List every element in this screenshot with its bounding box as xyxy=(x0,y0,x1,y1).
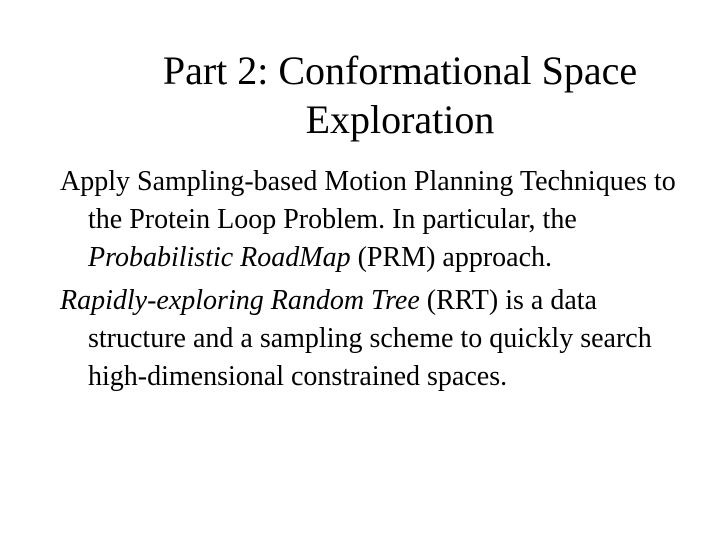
bullet-rrt-term: Rapidly-exploring Random Tree xyxy=(60,285,420,316)
slide-title-line-1: Part 2: Conformational Space xyxy=(162,48,638,93)
bullet-rrt-text: (RRT) is a data structure and a sampling scheme to quickly search high-dimensional constrained spaces. xyxy=(88,285,652,392)
slide-body xyxy=(60,163,700,396)
bullet-rrt xyxy=(60,282,700,396)
bullet-prm-text-1: Apply Sampling-based Motion Planning Techniques to the Protein Loop Problem. In particular, the xyxy=(60,166,676,235)
bullet-prm-text-2: (PRM) approach. xyxy=(350,242,553,273)
slide-title-line-2: Exploration xyxy=(305,97,495,142)
slide-title xyxy=(40,46,720,144)
bullet-prm-term: Probabilistic RoadMap xyxy=(88,242,351,273)
bullet-prm xyxy=(60,163,700,277)
